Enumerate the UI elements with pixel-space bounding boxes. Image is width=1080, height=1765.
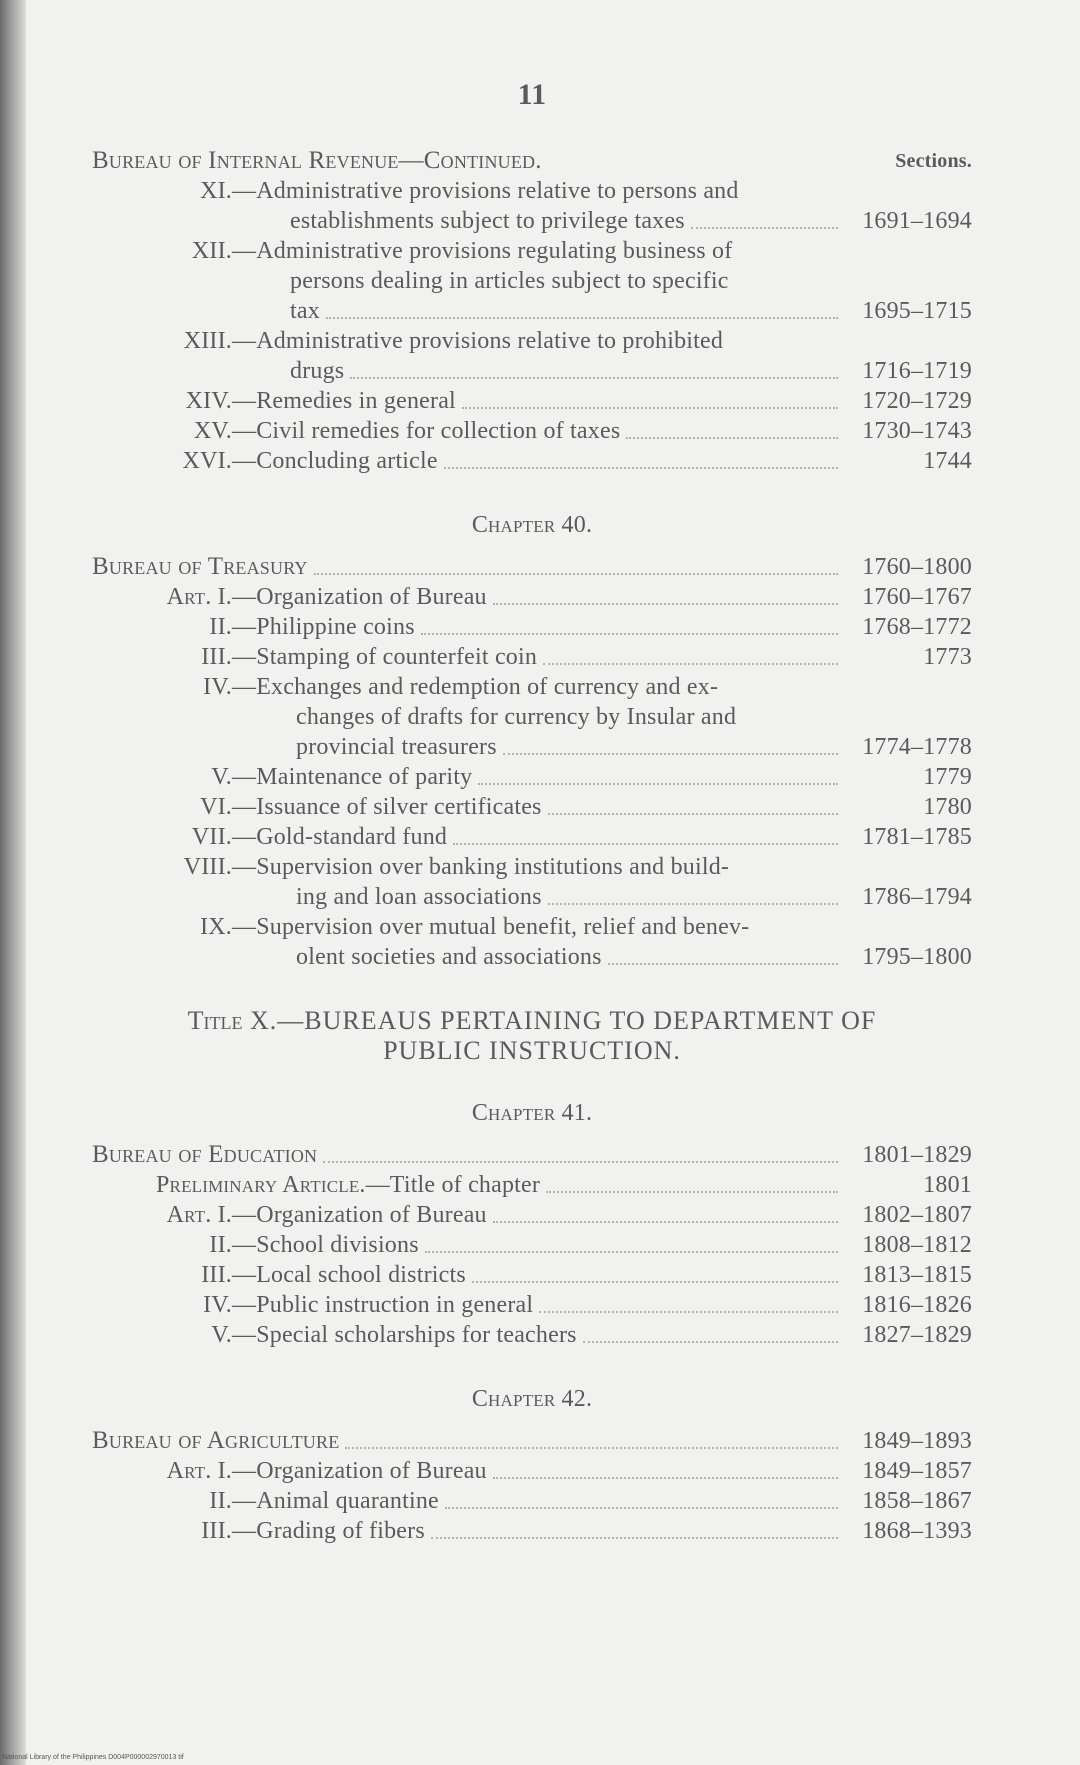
dot-leader <box>462 393 838 409</box>
section-range: 1802–1807 <box>862 1202 972 1228</box>
chapter-42-heading: Chapter 42. <box>471 1386 593 1412</box>
article-title: —Gold-standard fund <box>232 824 448 850</box>
toc-line <box>92 356 972 386</box>
section-range: 1720–1729 <box>862 388 972 414</box>
section-range: 1780 <box>923 794 972 820</box>
article-number: IV. <box>203 674 232 700</box>
article-number: XI. <box>200 178 232 204</box>
dot-leader <box>314 559 838 575</box>
article-number: II. <box>209 1232 232 1258</box>
article-number: V. <box>211 1322 232 1348</box>
article-number: II. <box>209 614 232 640</box>
dot-leader <box>425 1237 838 1253</box>
toc-line <box>92 176 972 206</box>
article-title-continued: tax <box>290 298 320 324</box>
toc-line <box>92 732 972 762</box>
title-x-heading <box>92 1006 972 1066</box>
dot-leader <box>543 649 838 665</box>
dot-leader <box>444 453 838 469</box>
contents-page <box>92 0 972 1765</box>
article-title: —Local school districts <box>232 1262 466 1288</box>
bureau-internal-revenue-continued: Bureau of Internal Revenue—Continued. <box>92 147 542 174</box>
section-range: 1858–1867 <box>862 1488 972 1514</box>
article-number: IV. <box>203 1292 232 1318</box>
toc-line <box>92 582 972 612</box>
article-number: V. <box>211 764 232 790</box>
section-range: 1849–1857 <box>862 1458 972 1484</box>
article-number: VII. <box>191 824 232 850</box>
toc-line <box>92 326 972 356</box>
section-range: 1849–1893 <box>862 1428 972 1454</box>
article-number: Art. I. <box>166 1458 232 1484</box>
toc-line <box>92 1200 972 1230</box>
chapter-41-heading: Chapter 41. <box>471 1100 593 1126</box>
dot-leader <box>546 1177 838 1193</box>
toc-line <box>92 912 972 942</box>
dot-leader <box>478 769 838 785</box>
page-number: 11 <box>517 78 547 111</box>
section-range: 1773 <box>923 644 972 670</box>
toc-line <box>92 206 972 236</box>
article-number: XVI. <box>182 448 232 474</box>
bureau-line <box>92 1426 972 1456</box>
toc-line <box>92 296 972 326</box>
toc-line <box>92 1260 972 1290</box>
article-number: Art. I. <box>166 1202 232 1228</box>
article-number: Art. I. <box>166 584 232 610</box>
article-title: —Concluding article <box>232 448 438 474</box>
article-number: XII. <box>191 238 232 264</box>
article-number: XV. <box>193 418 232 444</box>
dot-leader <box>493 1463 838 1479</box>
article-title: —Maintenance of parity <box>232 764 473 790</box>
dot-leader <box>323 1147 838 1163</box>
scan-credit: National Library of the Philippines D004P000002970013 tif <box>2 1754 184 1761</box>
toc-line <box>92 416 972 446</box>
toc-line <box>92 1456 972 1486</box>
article-title: —Administrative provisions relative to persons and <box>232 178 739 204</box>
section-range: 1760–1767 <box>862 584 972 610</box>
article-number: II. <box>209 1488 232 1514</box>
section-range: 1744 <box>923 448 972 474</box>
article-title: —Title of chapter <box>365 1172 541 1198</box>
section-range: 1768–1772 <box>862 614 972 640</box>
dot-leader <box>539 1297 838 1313</box>
dot-leader <box>691 213 838 229</box>
section-range: 1774–1778 <box>862 734 972 760</box>
toc-line <box>92 1170 972 1200</box>
section-range: 1827–1829 <box>862 1322 972 1348</box>
section-range: 1695–1715 <box>862 298 972 324</box>
section-range: 1868–1393 <box>862 1518 972 1544</box>
bureau-name: Bureau of Treasury <box>92 553 308 580</box>
article-title: —Civil remedies for collection of taxes <box>232 418 621 444</box>
article-number: XIV. <box>185 388 232 414</box>
article-title-continued: provincial treasurers <box>296 734 497 760</box>
article-title-continued: drugs <box>290 358 345 384</box>
article-title-continued: changes of drafts for currency by Insular and <box>296 704 737 730</box>
dot-leader <box>608 949 838 965</box>
section-range: 1716–1719 <box>862 358 972 384</box>
toc-line <box>92 1230 972 1260</box>
article-title-continued: establishments subject to privilege taxes <box>290 208 685 234</box>
article-number: VIII. <box>183 854 232 880</box>
article-number: XIII. <box>183 328 232 354</box>
article-title: —Administrative provisions regulating business of <box>232 238 733 264</box>
toc-line <box>92 1290 972 1320</box>
section-range: 1779 <box>923 764 972 790</box>
section-range: 1730–1743 <box>862 418 972 444</box>
dot-leader <box>345 1433 838 1449</box>
section-range: 1801–1829 <box>862 1142 972 1168</box>
article-title: —Supervision over mutual benefit, relief and benev- <box>232 914 750 940</box>
bureau-line <box>92 552 972 582</box>
section-range: 1808–1812 <box>862 1232 972 1258</box>
article-number: VI. <box>200 794 232 820</box>
chapter-40-heading: Chapter 40. <box>471 512 593 538</box>
section-range: 1816–1826 <box>862 1292 972 1318</box>
article-title: —Philippine coins <box>232 614 415 640</box>
bureau-name: Bureau of Education <box>92 1141 318 1168</box>
article-number: IX. <box>200 914 232 940</box>
article-title: —Organization of Bureau <box>232 1202 487 1228</box>
section-range: 1691–1694 <box>862 208 972 234</box>
toc-line <box>92 1486 972 1516</box>
toc-line <box>92 882 972 912</box>
article-title-continued: persons dealing in articles subject to specific <box>290 268 729 294</box>
title-line-1: X.—BUREAUS PERTAINING TO DEPARTMENT OF <box>250 1006 877 1035</box>
toc-line <box>92 792 972 822</box>
toc-line <box>92 266 972 296</box>
article-title: —Stamping of counterfeit coin <box>232 644 538 670</box>
section-range: 1801 <box>923 1172 972 1198</box>
section-range: 1781–1785 <box>862 824 972 850</box>
section-range: 1813–1815 <box>862 1262 972 1288</box>
article-title-continued: ing and loan associations <box>296 884 542 910</box>
toc-line <box>92 942 972 972</box>
toc-line <box>92 1516 972 1546</box>
article-number: III. <box>201 644 232 670</box>
toc-line <box>92 852 972 882</box>
toc-line <box>92 642 972 672</box>
toc-line <box>92 446 972 476</box>
article-title: —Exchanges and redemption of currency and ex- <box>232 674 719 700</box>
sections-column-label: Sections. <box>895 150 972 172</box>
toc-line <box>92 822 972 852</box>
section-range: 1795–1800 <box>862 944 972 970</box>
dot-leader <box>548 799 838 815</box>
title-line-2: PUBLIC INSTRUCTION. <box>383 1036 681 1065</box>
toc-line <box>92 236 972 266</box>
article-title: —Issuance of silver certificates <box>232 794 542 820</box>
dot-leader <box>421 619 838 635</box>
dot-leader <box>453 829 838 845</box>
article-number: III. <box>201 1262 232 1288</box>
dot-leader <box>548 889 838 905</box>
article-title: —Supervision over banking institutions and build- <box>232 854 730 880</box>
dot-leader <box>431 1523 838 1539</box>
article-title: —Remedies in general <box>232 388 456 414</box>
article-title-continued: olent societies and associations <box>296 944 602 970</box>
dot-leader <box>350 363 838 379</box>
toc-line <box>92 702 972 732</box>
section-range: 1786–1794 <box>862 884 972 910</box>
dot-leader <box>583 1327 838 1343</box>
dot-leader <box>493 589 838 605</box>
toc-line <box>92 386 972 416</box>
article-title: —Organization of Bureau <box>232 1458 487 1484</box>
article-title: —Grading of fibers <box>232 1518 425 1544</box>
bureau-line <box>92 1140 972 1170</box>
article-title: —Special scholarships for teachers <box>232 1322 577 1348</box>
toc-line <box>92 612 972 642</box>
toc-line <box>92 762 972 792</box>
dot-leader <box>503 739 838 755</box>
bureau-name: Bureau of Agriculture <box>92 1427 340 1454</box>
article-title: —Administrative provisions relative to prohibited <box>232 328 724 354</box>
article-number: III. <box>201 1518 232 1544</box>
article-title: —Animal quarantine <box>232 1488 439 1514</box>
dot-leader <box>445 1493 838 1509</box>
article-title: —Public instruction in general <box>232 1292 534 1318</box>
toc-line <box>92 1320 972 1350</box>
dot-leader <box>472 1267 838 1283</box>
article-title: —School divisions <box>232 1232 419 1258</box>
title-label: Title <box>187 1006 243 1035</box>
section-range: 1760–1800 <box>862 554 972 580</box>
dot-leader <box>493 1207 838 1223</box>
continued-header <box>92 146 972 176</box>
dot-leader <box>626 423 838 439</box>
dot-leader <box>326 303 838 319</box>
preliminary-article-label: Preliminary Article. <box>156 1172 366 1198</box>
toc-line <box>92 672 972 702</box>
article-title: —Organization of Bureau <box>232 584 487 610</box>
book-spine-shadow <box>0 0 26 1765</box>
